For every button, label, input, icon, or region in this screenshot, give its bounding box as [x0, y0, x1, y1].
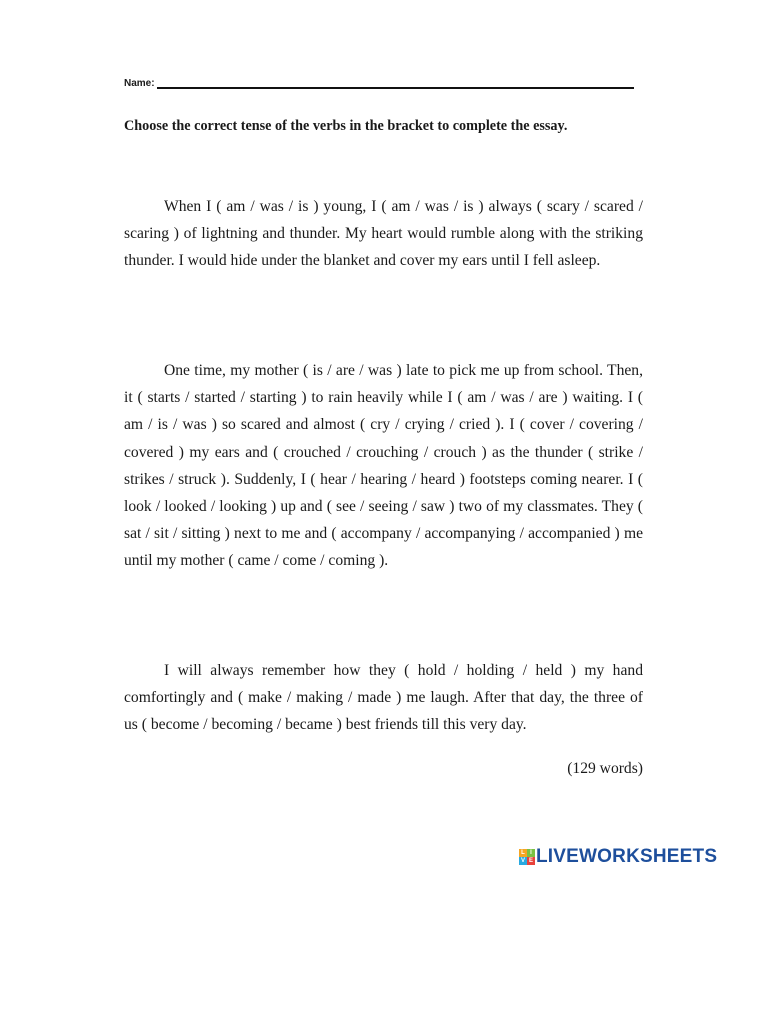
logo-text: LIVEWORKSHEETS	[536, 846, 718, 867]
logo-mark-cell: I	[527, 849, 535, 857]
name-label: Name:	[124, 78, 155, 89]
word-count: (129 words)	[567, 760, 643, 777]
name-row	[124, 78, 634, 90]
name-underline[interactable]	[157, 87, 634, 89]
essay-paragraph-2: One time, my mother ( is / are / was ) late to pick me up from school. Then, it ( starts / started / starting ) to rain heavily while I ( am / was / are ) waiting. I ( am / is / was ) so scared and almost ( cry / crying / cried ). I ( cover / covering / covered ) my ears and ( crouched / crouching / crouch ) as the thunder ( strike / strikes / struck ). Suddenly, I ( hear / hearing / heard ) footsteps coming nearer. I ( look / looked / looking ) up and ( see / seeing / saw ) two of my classmates. They ( sat / sit / sitting ) next to me and ( accompany / accompanying / accompanied ) me until my mother ( came / come / coming ).	[124, 362, 643, 570]
logo-mark-cell: L	[519, 849, 527, 857]
logo-mark-cell: V	[520, 858, 525, 864]
instructions: Choose the correct tense of the verbs in the bracket to complete the essay.	[124, 118, 568, 134]
essay-paragraph-1: When I ( am / was / is ) young, I ( am / was / is ) always ( scary / scared / scaring ) of lightning and thunder. My heart would rumble along with the striking thunder. I would hide under the blanket and cover my ears until I fell asleep.	[124, 198, 643, 270]
logo-mark-cell: E	[528, 858, 533, 864]
liveworksheets-logo-icon	[519, 849, 535, 865]
liveworksheets-logo	[519, 846, 717, 868]
essay-paragraph-3: I will always remember how they ( hold / holding / held ) my hand comfortingly and ( make / making / made ) me laugh. After that day, the three of us ( become / becoming / became ) best friends till this very day.	[124, 662, 643, 734]
